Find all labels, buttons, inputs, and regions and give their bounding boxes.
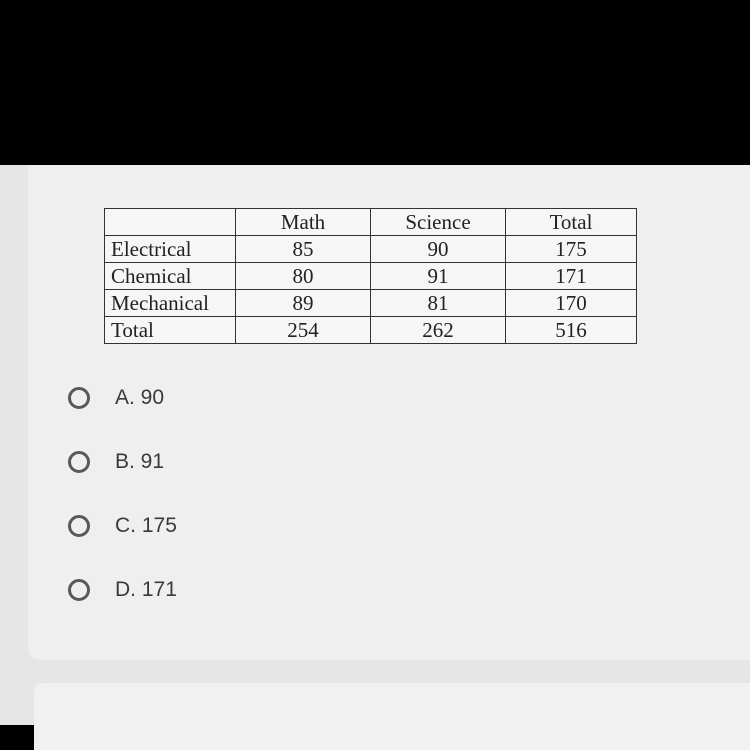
option-a-label: A. 90: [115, 386, 165, 409]
row-label: Mechanical: [105, 290, 236, 317]
option-d[interactable]: [68, 570, 177, 610]
radio-button-icon[interactable]: [68, 579, 90, 601]
table-row: [105, 236, 637, 263]
cell-science: 90: [371, 236, 506, 263]
answer-options: [68, 378, 177, 634]
cell-total: 171: [506, 263, 637, 290]
data-table: [104, 208, 637, 344]
option-c-label: C. 175: [115, 514, 177, 537]
cell-science: 91: [371, 263, 506, 290]
cell-math: 85: [236, 236, 371, 263]
row-label: Total: [105, 317, 236, 344]
cell-total: 175: [506, 236, 637, 263]
radio-button-icon[interactable]: [68, 387, 90, 409]
option-d-label: D. 171: [115, 578, 177, 601]
column-header-math: Math: [236, 209, 371, 236]
cell-total: 170: [506, 290, 637, 317]
column-header-science: Science: [371, 209, 506, 236]
table-row: [105, 317, 637, 344]
cell-science: 81: [371, 290, 506, 317]
column-header-total: Total: [506, 209, 637, 236]
cell-math: 254: [236, 317, 371, 344]
option-a[interactable]: [68, 378, 177, 418]
radio-button-icon[interactable]: [68, 515, 90, 537]
cell-science: 262: [371, 317, 506, 344]
table-row: [105, 263, 637, 290]
cell-math: 80: [236, 263, 371, 290]
cell-total: 516: [506, 317, 637, 344]
cell-math: 89: [236, 290, 371, 317]
option-b-label: B. 91: [115, 450, 165, 473]
option-c[interactable]: [68, 506, 177, 546]
table-corner-cell: [105, 209, 236, 236]
next-question-card: [34, 683, 750, 750]
table-header-row: [105, 209, 637, 236]
row-label: Chemical: [105, 263, 236, 290]
row-label: Electrical: [105, 236, 236, 263]
radio-button-icon[interactable]: [68, 451, 90, 473]
table-row: [105, 290, 637, 317]
option-b[interactable]: [68, 442, 177, 482]
